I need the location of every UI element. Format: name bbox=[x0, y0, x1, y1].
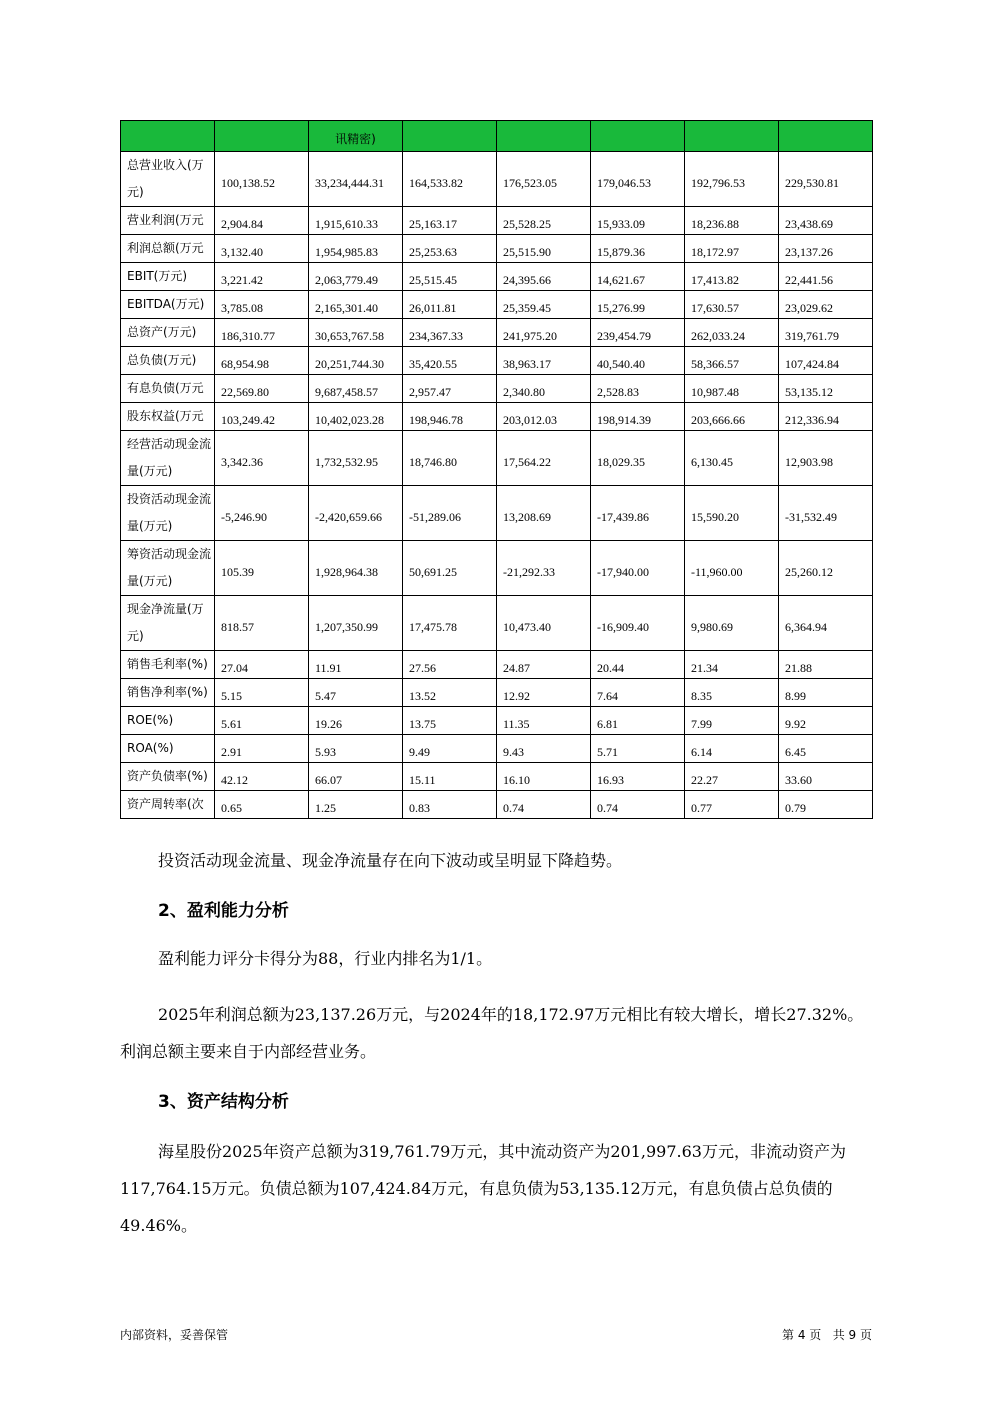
table-cell: 42.12 bbox=[215, 763, 309, 791]
table-row bbox=[121, 291, 873, 319]
table-cell: 15,590.20 bbox=[685, 486, 779, 541]
table-cell: 22,441.56 bbox=[779, 263, 873, 291]
table-cell: 0.65 bbox=[215, 791, 309, 819]
score-paragraph: 盈利能力评分卡得分为88，行业内排名为1/1。 bbox=[158, 949, 493, 968]
table-cell: 0.77 bbox=[685, 791, 779, 819]
table-row bbox=[121, 541, 873, 596]
table-cell: 24.87 bbox=[497, 651, 591, 679]
table-cell: 17,564.22 bbox=[497, 431, 591, 486]
table-cell: 12.92 bbox=[497, 679, 591, 707]
table-cell: 2,528.83 bbox=[591, 375, 685, 403]
table-row bbox=[121, 375, 873, 403]
table-cell: -11,960.00 bbox=[685, 541, 779, 596]
table-cell: 17,413.82 bbox=[685, 263, 779, 291]
table-cell: 33,234,444.31 bbox=[309, 152, 403, 207]
table-cell: 818.57 bbox=[215, 596, 309, 651]
table-cell: 0.74 bbox=[497, 791, 591, 819]
row-label: ROA(%) bbox=[121, 735, 215, 763]
table-cell: 3,132.40 bbox=[215, 235, 309, 263]
table-row bbox=[121, 596, 873, 651]
table-cell: 6.81 bbox=[591, 707, 685, 735]
table-cell: 239,454.79 bbox=[591, 319, 685, 347]
table-cell: 23,438.69 bbox=[779, 207, 873, 235]
row-label: 营业利润(万元 bbox=[121, 207, 215, 235]
table-cell: -16,909.40 bbox=[591, 596, 685, 651]
row-label: 销售净利率(%) bbox=[121, 679, 215, 707]
table-cell: 25,359.45 bbox=[497, 291, 591, 319]
table-cell: 38,963.17 bbox=[497, 347, 591, 375]
table-cell: 26,011.81 bbox=[403, 291, 497, 319]
table-cell: 19.26 bbox=[309, 707, 403, 735]
table-cell: 50,691.25 bbox=[403, 541, 497, 596]
row-label: 销售毛利率(%) bbox=[121, 651, 215, 679]
table-cell: 30,653,767.58 bbox=[309, 319, 403, 347]
table-row bbox=[121, 207, 873, 235]
table-cell: 2,165,301.40 bbox=[309, 291, 403, 319]
table-cell: 7.99 bbox=[685, 707, 779, 735]
table-cell: 11.35 bbox=[497, 707, 591, 735]
table-cell: 17,630.57 bbox=[685, 291, 779, 319]
table-cell: -2,420,659.66 bbox=[309, 486, 403, 541]
profit-paragraph: 2025年利润总额为23,137.26万元，与2024年的18,172.97万元相比有较大增长，增长27.32%。利润总额主要来自于内部经营业务。 bbox=[120, 1005, 864, 1061]
table-cell: 3,785.08 bbox=[215, 291, 309, 319]
table-cell: 100,138.52 bbox=[215, 152, 309, 207]
table-cell: 25,515.45 bbox=[403, 263, 497, 291]
table-cell: 203,666.66 bbox=[685, 403, 779, 431]
table-cell: 6.45 bbox=[779, 735, 873, 763]
table-cell: -51,289.06 bbox=[403, 486, 497, 541]
table-row bbox=[121, 791, 873, 819]
table-cell: 20.44 bbox=[591, 651, 685, 679]
row-label: 利润总额(万元 bbox=[121, 235, 215, 263]
table-cell: 1,954,985.83 bbox=[309, 235, 403, 263]
table-cell: 103,249.42 bbox=[215, 403, 309, 431]
table-cell: 9,980.69 bbox=[685, 596, 779, 651]
header-cell bbox=[591, 121, 685, 152]
table-cell: 15,276.99 bbox=[591, 291, 685, 319]
table-cell: 40,540.40 bbox=[591, 347, 685, 375]
table-cell: 11.91 bbox=[309, 651, 403, 679]
table-cell: 53,135.12 bbox=[779, 375, 873, 403]
table-cell: 66.07 bbox=[309, 763, 403, 791]
table-cell: 179,046.53 bbox=[591, 152, 685, 207]
header-cell bbox=[497, 121, 591, 152]
row-label: 筹资活动现金流量(万元) bbox=[121, 541, 215, 596]
asset-structure-heading: 3、资产结构分析 bbox=[158, 1092, 289, 1112]
table-cell: 5.71 bbox=[591, 735, 685, 763]
table-cell: 18,029.35 bbox=[591, 431, 685, 486]
table-header-row bbox=[121, 121, 873, 152]
table-cell: 58,366.57 bbox=[685, 347, 779, 375]
row-label: EBITDA(万元) bbox=[121, 291, 215, 319]
footer-left: 内部资料，妥善保管 bbox=[120, 1328, 229, 1342]
table-cell: 18,746.80 bbox=[403, 431, 497, 486]
table-cell: 18,236.88 bbox=[685, 207, 779, 235]
table-cell: 8.99 bbox=[779, 679, 873, 707]
table-cell: 25,163.17 bbox=[403, 207, 497, 235]
table-row bbox=[121, 651, 873, 679]
table-row bbox=[121, 152, 873, 207]
row-label: 总营业收入(万元) bbox=[121, 152, 215, 207]
table-cell: 6,364.94 bbox=[779, 596, 873, 651]
table-cell: 1,207,350.99 bbox=[309, 596, 403, 651]
table-cell: 14,621.67 bbox=[591, 263, 685, 291]
table-cell: 35,420.55 bbox=[403, 347, 497, 375]
table-cell: -17,439.86 bbox=[591, 486, 685, 541]
header-cell bbox=[403, 121, 497, 152]
table-row bbox=[121, 679, 873, 707]
table-cell: 192,796.53 bbox=[685, 152, 779, 207]
table-cell: 25,515.90 bbox=[497, 235, 591, 263]
cashflow-paragraph: 投资活动现金流量、现金净流量存在向下波动或呈明显下降趋势。 bbox=[158, 851, 623, 870]
table-cell: 27.56 bbox=[403, 651, 497, 679]
table-cell: 16.93 bbox=[591, 763, 685, 791]
table-row bbox=[121, 707, 873, 735]
table-cell: 2.91 bbox=[215, 735, 309, 763]
table-cell: 33.60 bbox=[779, 763, 873, 791]
table-cell: 176,523.05 bbox=[497, 152, 591, 207]
table-cell: 15.11 bbox=[403, 763, 497, 791]
table-cell: 24,395.66 bbox=[497, 263, 591, 291]
table-cell: 13.75 bbox=[403, 707, 497, 735]
table-cell: 10,987.48 bbox=[685, 375, 779, 403]
row-label: 资产周转率(次 bbox=[121, 791, 215, 819]
table-cell: 198,914.39 bbox=[591, 403, 685, 431]
table-cell: 0.74 bbox=[591, 791, 685, 819]
table-cell: 18,172.97 bbox=[685, 235, 779, 263]
table-cell: 1,732,532.95 bbox=[309, 431, 403, 486]
table-cell: 3,221.42 bbox=[215, 263, 309, 291]
table-cell: 5.61 bbox=[215, 707, 309, 735]
table-row bbox=[121, 431, 873, 486]
table-cell: 23,029.62 bbox=[779, 291, 873, 319]
row-label: ROE(%) bbox=[121, 707, 215, 735]
table-cell: 13,208.69 bbox=[497, 486, 591, 541]
table-cell: 198,946.78 bbox=[403, 403, 497, 431]
table-cell: 21.88 bbox=[779, 651, 873, 679]
row-label: 有息负债(万元 bbox=[121, 375, 215, 403]
table-cell: 22,569.80 bbox=[215, 375, 309, 403]
row-label: 投资活动现金流量(万元) bbox=[121, 486, 215, 541]
table-cell: 5.93 bbox=[309, 735, 403, 763]
row-label: 资产负债率(%) bbox=[121, 763, 215, 791]
table-cell: 241,975.20 bbox=[497, 319, 591, 347]
table-row bbox=[121, 347, 873, 375]
table-cell: 8.35 bbox=[685, 679, 779, 707]
table-cell: 17,475.78 bbox=[403, 596, 497, 651]
table-cell: 5.47 bbox=[309, 679, 403, 707]
assets-paragraph: 海星股份2025年资产总额为319,761.79万元，其中流动资产为201,997.63万元，非流动资产为117,764.15万元。负债总额为107,424.84万元，有息负债为53,135.12万元，有息负债占总负债的49.46%。 bbox=[120, 1142, 846, 1235]
row-label: 现金净流量(万元) bbox=[121, 596, 215, 651]
table-cell: 2,957.47 bbox=[403, 375, 497, 403]
table-cell: 9,687,458.57 bbox=[309, 375, 403, 403]
table-row bbox=[121, 319, 873, 347]
table-cell: 7.64 bbox=[591, 679, 685, 707]
table-row bbox=[121, 486, 873, 541]
header-cell bbox=[685, 121, 779, 152]
table-cell: 13.52 bbox=[403, 679, 497, 707]
table-cell: 186,310.77 bbox=[215, 319, 309, 347]
table-cell: 1,915,610.33 bbox=[309, 207, 403, 235]
table-cell: 10,402,023.28 bbox=[309, 403, 403, 431]
table-cell: 203,012.03 bbox=[497, 403, 591, 431]
table-cell: -5,246.90 bbox=[215, 486, 309, 541]
table-row bbox=[121, 735, 873, 763]
profitability-heading: 2、盈利能力分析 bbox=[158, 901, 289, 921]
header-cell bbox=[215, 121, 309, 152]
row-label: 经营活动现金流量(万元) bbox=[121, 431, 215, 486]
table-cell: 0.83 bbox=[403, 791, 497, 819]
table-cell: 25,260.12 bbox=[779, 541, 873, 596]
table-row bbox=[121, 235, 873, 263]
table-row bbox=[121, 763, 873, 791]
table-cell: 2,904.84 bbox=[215, 207, 309, 235]
table-cell: 15,879.36 bbox=[591, 235, 685, 263]
table-cell: 5.15 bbox=[215, 679, 309, 707]
table-cell: 9.43 bbox=[497, 735, 591, 763]
table-cell: 1,928,964.38 bbox=[309, 541, 403, 596]
table-cell: 3,342.36 bbox=[215, 431, 309, 486]
table-cell: 25,528.25 bbox=[497, 207, 591, 235]
table-cell: 20,251,744.30 bbox=[309, 347, 403, 375]
financial-table bbox=[120, 120, 873, 819]
table-cell: 21.34 bbox=[685, 651, 779, 679]
table-cell: 229,530.81 bbox=[779, 152, 873, 207]
table-cell: 105.39 bbox=[215, 541, 309, 596]
header-cell: 讯精密) bbox=[309, 121, 403, 152]
table-cell: 6,130.45 bbox=[685, 431, 779, 486]
header-cell bbox=[779, 121, 873, 152]
row-label: 股东权益(万元 bbox=[121, 403, 215, 431]
table-cell: 164,533.82 bbox=[403, 152, 497, 207]
table-cell: 27.04 bbox=[215, 651, 309, 679]
table-cell: 212,336.94 bbox=[779, 403, 873, 431]
table-cell: 9.92 bbox=[779, 707, 873, 735]
table-cell: 262,033.24 bbox=[685, 319, 779, 347]
table-cell: 6.14 bbox=[685, 735, 779, 763]
table-cell: 9.49 bbox=[403, 735, 497, 763]
table-cell: 23,137.26 bbox=[779, 235, 873, 263]
table-cell: 0.79 bbox=[779, 791, 873, 819]
table-cell: 319,761.79 bbox=[779, 319, 873, 347]
table-row bbox=[121, 263, 873, 291]
table-cell: 16.10 bbox=[497, 763, 591, 791]
table-cell: 15,933.09 bbox=[591, 207, 685, 235]
table-cell: 107,424.84 bbox=[779, 347, 873, 375]
table-cell: 2,340.80 bbox=[497, 375, 591, 403]
row-label: EBIT(万元) bbox=[121, 263, 215, 291]
table-cell: 234,367.33 bbox=[403, 319, 497, 347]
table-cell: -21,292.33 bbox=[497, 541, 591, 596]
table-cell: 68,954.98 bbox=[215, 347, 309, 375]
table-cell: 22.27 bbox=[685, 763, 779, 791]
header-cell bbox=[121, 121, 215, 152]
table-cell: 25,253.63 bbox=[403, 235, 497, 263]
table-row bbox=[121, 403, 873, 431]
table-cell: -17,940.00 bbox=[591, 541, 685, 596]
page-number: 第 4 页 共 9 页 bbox=[782, 1328, 872, 1342]
table-cell: 12,903.98 bbox=[779, 431, 873, 486]
table-cell: 1.25 bbox=[309, 791, 403, 819]
row-label: 总负债(万元) bbox=[121, 347, 215, 375]
table-cell: 10,473.40 bbox=[497, 596, 591, 651]
table-cell: 2,063,779.49 bbox=[309, 263, 403, 291]
table-cell: -31,532.49 bbox=[779, 486, 873, 541]
row-label: 总资产(万元) bbox=[121, 319, 215, 347]
